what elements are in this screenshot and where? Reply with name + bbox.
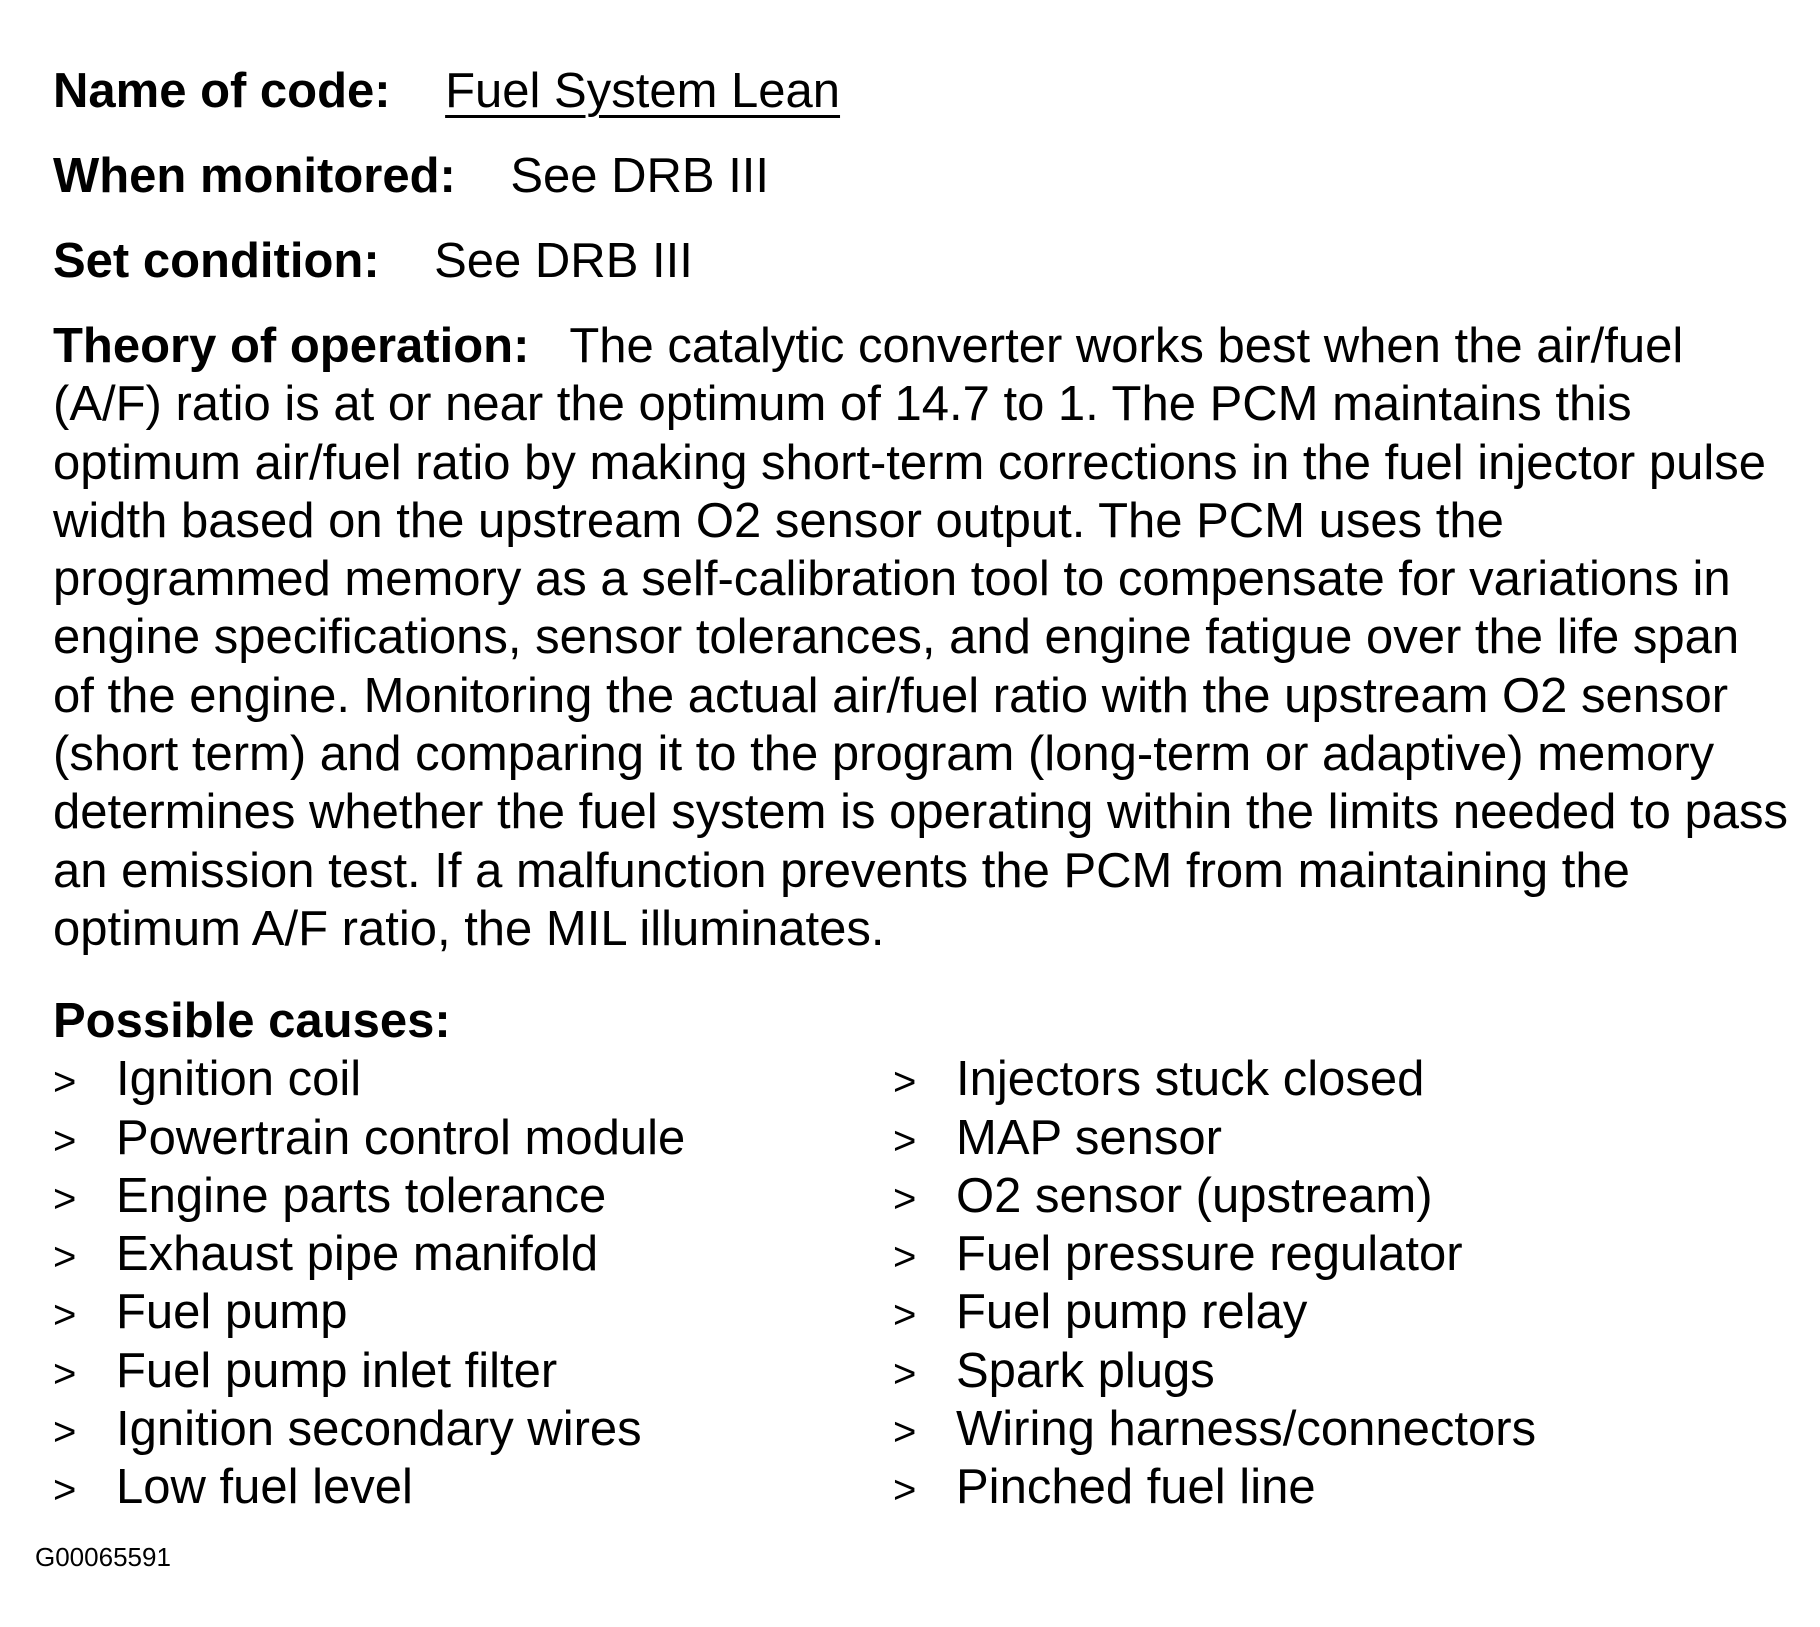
arrow-marker-icon: > (893, 1176, 917, 1221)
arrow-marker-icon: > (893, 1410, 917, 1455)
arrow-marker-icon: > (53, 1060, 77, 1105)
theory-of-operation (53, 317, 1793, 958)
arrow-marker-icon: > (893, 1293, 917, 1338)
list-item: > Injectors stuck closed (893, 1050, 1713, 1108)
arrow-marker-icon: > (893, 1235, 917, 1280)
list-item: > Fuel pump (53, 1283, 873, 1341)
diagnostic-code-sheet (53, 62, 1793, 1520)
arrow-marker-icon: > (893, 1468, 917, 1513)
theory-label: Theory of operation: (53, 319, 530, 373)
arrow-marker-icon: > (893, 1060, 917, 1105)
causes-left-column (53, 1050, 873, 1516)
possible-causes-list (53, 1050, 1793, 1520)
name-of-code-value: Fuel System Lean (445, 64, 841, 118)
list-item: > Engine parts tolerance (53, 1167, 873, 1225)
arrow-marker-icon: > (53, 1410, 77, 1455)
list-item: > Wiring harness/connectors (893, 1400, 1713, 1458)
arrow-marker-icon: > (53, 1235, 77, 1280)
list-item: > Fuel pressure regulator (893, 1225, 1713, 1283)
list-item: > O2 sensor (upstream) (893, 1167, 1713, 1225)
when-monitored-value: See DRB III (510, 149, 770, 203)
arrow-marker-icon: > (53, 1351, 77, 1396)
set-condition-label: Set condition: (53, 234, 380, 288)
arrow-marker-icon: > (893, 1118, 917, 1163)
possible-causes-heading: Possible causes: (53, 994, 451, 1049)
arrow-marker-icon: > (893, 1351, 917, 1396)
arrow-marker-icon: > (53, 1176, 77, 1221)
name-of-code-row (53, 62, 1793, 120)
theory-text: The catalytic converter works best when the air/fuel (A/F) ratio is at or near the optimum of 14.7 to 1. The PCM maintains this optimum air/fuel ratio by making short-term corrections in the fuel injector pulse width based on the upstream O2 sensor output. The PCM uses the programmed memory as a self-calibration tool to compensate for variations in engine specifications, sensor tolerances, and engine fatigue over the life span of the engine. Monitoring the actual air/fuel ratio with the upstream O2 sensor (short term) and comparing it to the program (long-term or adaptive) memory determines whether the fuel system is operating within the limits needed to pass an emission test. If a malfunction prevents the PCM from maintaining the optimum A/F ratio, the MIL illuminates. (53, 319, 1788, 956)
list-item: > Fuel pump inlet filter (53, 1342, 873, 1400)
when-monitored-label: When monitored: (53, 149, 456, 203)
set-condition-value: See DRB III (434, 234, 693, 288)
when-monitored-row (53, 147, 1793, 205)
list-item: > Low fuel level (53, 1458, 873, 1516)
arrow-marker-icon: > (53, 1118, 77, 1163)
list-item: > Fuel pump relay (893, 1283, 1713, 1341)
arrow-marker-icon: > (53, 1468, 77, 1513)
list-item: > Pinched fuel line (893, 1458, 1713, 1516)
figure-id: G00065591 (35, 1542, 171, 1572)
arrow-marker-icon: > (53, 1293, 77, 1338)
set-condition-row (53, 232, 1793, 290)
list-item: > MAP sensor (893, 1109, 1713, 1167)
list-item: > Powertrain control module (53, 1109, 873, 1167)
list-item: > Exhaust pipe manifold (53, 1225, 873, 1283)
causes-right-column (893, 1050, 1713, 1516)
name-of-code-label: Name of code: (53, 64, 391, 118)
list-item: > Ignition coil (53, 1050, 873, 1108)
list-item: > Spark plugs (893, 1342, 1713, 1400)
list-item: > Ignition secondary wires (53, 1400, 873, 1458)
